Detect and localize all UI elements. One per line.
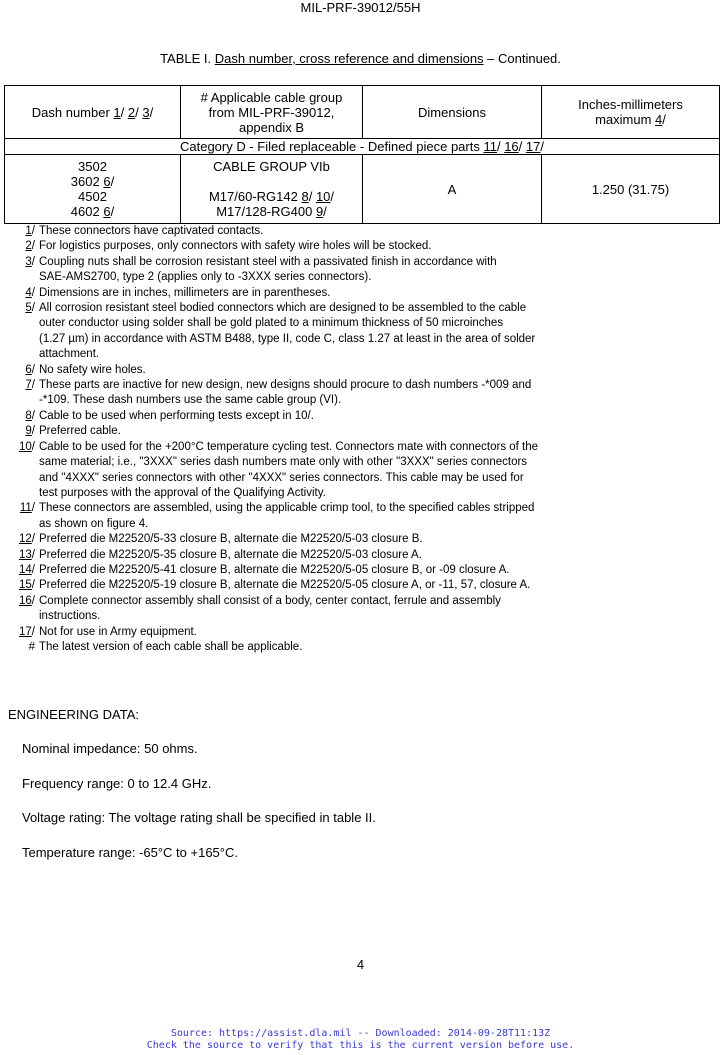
footnote-text: No safety wire holes. (39, 363, 146, 376)
cell-inches-mm: 1.250 (31.75) (542, 155, 720, 224)
footnote (8, 286, 688, 301)
table-title-prefix: TABLE I. (160, 51, 215, 66)
footer-source: Source: https://assist.dla.mil -- Downloaded: 2014-09-28T11:13Z (170, 1028, 551, 1039)
footnote (8, 625, 688, 640)
cable-group-blank-line (184, 174, 359, 189)
dash-number (8, 159, 177, 174)
dash-number-value: 3502 (78, 159, 107, 174)
header-ref: 4 (655, 112, 663, 127)
footnote (8, 594, 688, 625)
footnote-number: 2/ (25, 240, 35, 253)
dimensions-table (4, 85, 720, 224)
footnote-number-value: 11 (19, 502, 32, 515)
voltage-rating: Voltage rating: The voltage rating shall be specified in table II. (22, 810, 376, 825)
cable-group-line: M17/128-RG400 9/ (216, 204, 327, 219)
footnote-number-value: 17 (19, 625, 32, 638)
footnote (8, 440, 688, 502)
category-text: Category D - Filed replaceable - Defined piece parts (179, 139, 484, 154)
footnote (8, 409, 688, 424)
footnote-number-value: 14 (19, 563, 32, 576)
category-ref: 16 (504, 139, 519, 154)
footnote (8, 255, 688, 286)
footnote-text: Preferred die M22520/5-19 closure B, alternate die M22520/5-05 closure A, or -11, 57, closure A. (39, 579, 531, 592)
footnote-number: 10/ (19, 440, 35, 453)
cable-group-line: M17/60-RG142 8/ 10/ (208, 189, 335, 204)
footnote-text: These connectors are assembled, using the applicable crimp tool, to the specified cables stripped as shown on figure 4. (39, 502, 535, 530)
footnote-text: Preferred die M22520/5-35 closure B, alternate die M22520/5-03 closure A. (39, 548, 422, 561)
dash-number-ref: 6 (103, 174, 111, 189)
header-cable-group-line: # Applicable cable group (200, 89, 343, 105)
nominal-impedance: Nominal impedance: 50 ohms. (22, 741, 198, 756)
dash-number (8, 189, 177, 204)
footnote-number: 7/ (25, 379, 35, 392)
footnote-text: Cable to be used for the +200°C temperature cycling test. Connectors mate with connectors of the same material; i.e., "3XXX" series dash numbers mate only with other "3XXX" series connectors and "4XXX" series connectors with other "4XXX" series connectors. This cable may be used for test purposes with the approval of the Qualifying Activity. (39, 440, 539, 499)
footnote-text: Preferred die M22520/5-41 closure B, alternate die M22520/5-05 closure B, or -09 closure A. (39, 563, 510, 576)
footnote (8, 532, 688, 547)
table-title-underlined: Dash number, cross reference and dimensions (214, 51, 484, 66)
footnote-number-value: 6 (25, 363, 32, 376)
footnote-text: Dimensions are in inches, millimeters are in parentheses. (39, 286, 331, 299)
footnote-text: Complete connector assembly shall consist of a body, center contact, ferrule and assembly instructions. (39, 594, 501, 623)
footnote (8, 640, 688, 655)
header-dimensions: Dimensions (363, 86, 542, 139)
header-inches-mm-line1: Inches-millimeters (578, 97, 683, 112)
header-cable-group-line: appendix B (238, 119, 305, 135)
footnote-number: 14/ (19, 563, 35, 576)
footnote (8, 424, 688, 439)
footnote-number: 15/ (19, 579, 35, 592)
header-dash-number-text: Dash number (31, 104, 114, 120)
header-cable-group-line: from MIL-PRF-39012, (208, 104, 335, 120)
footnote-number-value: 1 (25, 225, 32, 237)
footnote-number-value: 8 (25, 409, 32, 422)
footnote-number: 1/ (25, 225, 35, 237)
footnote (8, 363, 688, 378)
dash-number-value: 4602 (70, 204, 104, 219)
footnote-text: These connectors have captivated contacts. (39, 225, 264, 237)
temperature-range: Temperature range: -65°C to +165°C. (22, 845, 238, 860)
cell-cable-group (181, 155, 363, 224)
dash-number-value: 4502 (78, 189, 107, 204)
category-ref: 11 (483, 139, 497, 154)
footer-notice: Check the source to verify that this is the current version before use. (146, 1040, 575, 1051)
footnote-number-value: 9 (25, 425, 32, 438)
footnote-number: 9/ (25, 425, 35, 438)
cell-dimension: A (363, 155, 542, 224)
footnote-number: 5/ (25, 302, 35, 315)
footnote-number: 16/ (19, 594, 35, 607)
footnote (8, 501, 688, 532)
cell-dash-numbers (5, 155, 181, 224)
footnote-number-value: 7 (25, 379, 32, 392)
footnote-number: 8/ (25, 409, 35, 422)
footnote-text: Coupling nuts shall be corrosion resistant steel with a passivated finish in accordance with SAE-AMS2700, type 2 (applies only to -3XXX series connectors). (39, 255, 497, 284)
footnote (8, 378, 688, 409)
dash-number: 4602 6/ (70, 204, 115, 219)
footnote-text: Cable to be used when performing tests except in 10/. (39, 409, 314, 422)
footnote-text: These parts are inactive for new design, new designs should procure to dash numbers -*009 and -*109. These dash numbers use the same cable group (VI). (39, 379, 532, 407)
footnote (8, 548, 688, 563)
engineering-data-title: ENGINEERING DATA: (8, 707, 139, 722)
footnote-number-value: 10 (19, 440, 32, 453)
table-title-suffix: – Continued. (483, 51, 561, 66)
footnote-number-value: 15 (19, 579, 32, 592)
footnote-number: 4/ (25, 286, 35, 299)
dash-number-ref: 6 (103, 204, 111, 219)
footnote-number-value: 3 (25, 255, 32, 268)
cable-group-line: CABLE GROUP VIb (213, 159, 330, 174)
footnote (8, 578, 688, 593)
header-inches-mm-line2: maximum 4/ (595, 112, 666, 127)
footnote-text: All corrosion resistant steel bodied connectors which are designed to be assembled to the cable outer conductor using solder shall be gold plated to a minimum thickness of 50 microinches (1.27 µm) in accordance with ASTM B488, type II, code C, class 1.27 at least in the area of solder attachment. (39, 302, 536, 361)
table-header-row (5, 86, 720, 139)
footnote-number: 17/ (19, 625, 35, 638)
header-ref: 2 (127, 104, 136, 120)
footnote-text: Preferred cable. (39, 425, 121, 438)
footnote-number-value: 4 (25, 286, 32, 299)
footnote-number-value: 13 (19, 548, 32, 561)
footnote-number: 13/ (19, 548, 35, 561)
dash-number-value: 3602 (70, 174, 104, 189)
cable-ref: 9 (315, 204, 324, 219)
footnote-number: 12/ (19, 533, 35, 546)
footnote-text: The latest version of each cable shall be applicable. (39, 640, 303, 653)
frequency-range: Frequency range: 0 to 12.4 GHz. (22, 776, 212, 791)
header-ref: 3 (142, 104, 150, 120)
header-inches-mm (542, 86, 720, 139)
cable-ref: 10 (315, 189, 331, 204)
footnote (8, 301, 688, 363)
dash-number: 3602 6/ (70, 174, 115, 189)
footnote (8, 224, 688, 239)
cable-part: M17/128-RG400 (216, 204, 316, 219)
cable-ref: 8 (301, 189, 309, 204)
footnote-number-value: 16 (19, 594, 32, 607)
category-row (5, 139, 720, 155)
footnote-text: For logistics purposes, only connectors with safety wire holes will be stocked. (39, 240, 432, 253)
page-number: 4 (356, 957, 365, 972)
table-title (0, 51, 721, 66)
table-row (5, 155, 720, 224)
footnote-number-value: 2 (25, 240, 32, 253)
header-inches-mm-text: maximum (595, 112, 656, 127)
footnote-number: 6/ (25, 363, 35, 376)
footnote-text: Not for use in Army equipment. (39, 625, 197, 638)
header-dash-number: Dash number 1/ 2/ 3/ (5, 86, 181, 139)
document-id-header: MIL-PRF-39012/55H (300, 0, 421, 15)
footnote-number: 11/ (19, 502, 35, 515)
header-ref: 1 (113, 104, 121, 120)
footnote-number: # (28, 640, 35, 653)
header-cable-group (181, 86, 363, 139)
footnote (8, 239, 688, 254)
category-cell: Category D - Filed replaceable - Defined piece parts 11/ 16/ 17/ (5, 139, 720, 155)
footnotes (8, 224, 688, 655)
footnote-number-value: 12 (19, 533, 32, 546)
cable-part: M17/60-RG142 (208, 189, 302, 204)
footnote (8, 563, 688, 578)
footnote-number: 3/ (25, 255, 35, 268)
category-ref: 17 (525, 139, 541, 154)
footnote-number-value: 5 (25, 302, 32, 315)
footnote-text: Preferred die M22520/5-33 closure B, alternate die M22520/5-03 closure B. (39, 533, 423, 546)
